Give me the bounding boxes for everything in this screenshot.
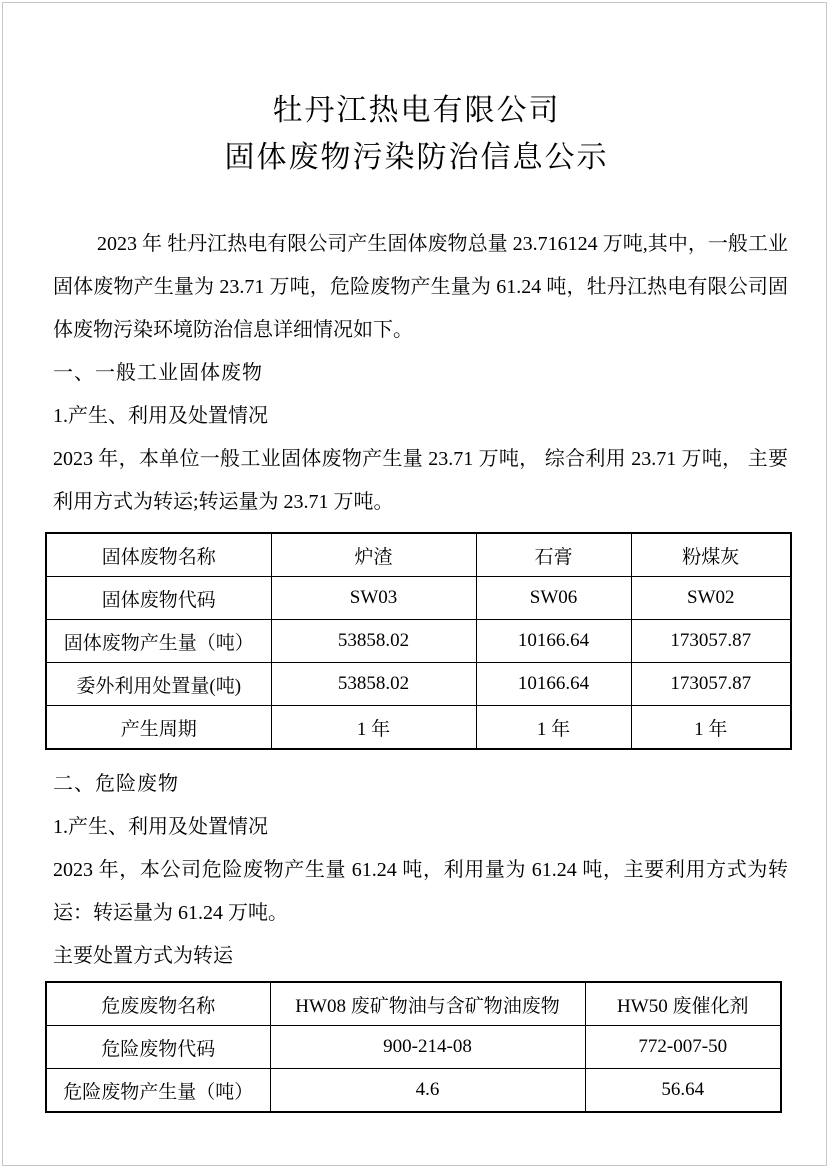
table-cell: 10166.64: [476, 620, 631, 663]
table-cell: 石膏: [476, 533, 631, 577]
title-line-1: 牡丹江热电有限公司: [272, 94, 561, 127]
section1-heading: 一、一般工业固体废物: [53, 362, 263, 384]
table-cell: 900-214-08: [270, 1026, 585, 1069]
table-cell: 固体废物产生量（吨）: [46, 620, 271, 663]
table-row: [46, 1026, 781, 1069]
section2-heading: 二、危险废物: [53, 773, 179, 795]
table-cell: 1 年: [476, 706, 631, 750]
table-row: [46, 982, 781, 1026]
table-cell: 53858.02: [271, 620, 476, 663]
table-cell: 53858.02: [271, 663, 476, 706]
section1-paragraph: 2023 年，本单位一般工业固体废物产生量 23.71 万吨， 综合利用 23.71 万吨， 主要利用方式为转运;转运量为 23.71 万吨。: [53, 448, 788, 513]
table-row: [46, 620, 791, 663]
table-cell: HW08 废矿物油与含矿物油废物: [270, 982, 585, 1026]
section2-paragraph: 2023 年，本公司危险废物产生量 61.24 吨，利用量为 61.24 吨，主要利用方式为转运：转运量为 61.24 万吨。: [53, 859, 788, 924]
document-content: [3, 87, 826, 1113]
table-cell: 1 年: [631, 706, 791, 750]
intro-paragraph: 2023 年 牡丹江热电有限公司产生固体废物总量 23.716124 万吨,其中，一般工业固体废物产生量为 23.71 万吨，危险废物产生量为 61.24 吨，牡丹江热电有限公司固体废物污染环境防治信息详细情况如下。: [53, 233, 788, 341]
section1-subheading: 1.产生、利用及处置情况: [53, 405, 268, 427]
table-cell: 委外利用处置量(吨): [46, 663, 271, 706]
table-row: [46, 1069, 781, 1113]
table-cell: 粉煤灰: [631, 533, 791, 577]
table-cell: 772-007-50: [585, 1026, 781, 1069]
table-cell: HW50 废催化剂: [585, 982, 781, 1026]
document-title: [45, 87, 788, 181]
table-cell: 危废废物名称: [46, 982, 270, 1026]
table-cell: 173057.87: [631, 663, 791, 706]
title-line-2: 固体废物污染防治信息公示: [224, 141, 609, 174]
table-cell: 炉渣: [271, 533, 476, 577]
table-cell: 4.6: [270, 1069, 585, 1113]
section2-subheading: 1.产生、利用及处置情况: [53, 816, 268, 838]
table-cell: SW02: [631, 577, 791, 620]
table-cell: 173057.87: [631, 620, 791, 663]
table-cell: 固体废物名称: [46, 533, 271, 577]
table-row: [46, 533, 791, 577]
general-solid-waste-table: [45, 532, 792, 750]
table-cell: 危险废物代码: [46, 1026, 270, 1069]
table-cell: 危险废物产生量（吨）: [46, 1069, 270, 1113]
table-cell: 10166.64: [476, 663, 631, 706]
document-page: [2, 2, 827, 1166]
table-row: [46, 663, 791, 706]
table-cell: SW03: [271, 577, 476, 620]
hazardous-waste-table: [45, 981, 782, 1113]
table-cell: 1 年: [271, 706, 476, 750]
table-cell: 56.64: [585, 1069, 781, 1113]
table-row: [46, 577, 791, 620]
table-cell: 产生周期: [46, 706, 271, 750]
table-cell: SW06: [476, 577, 631, 620]
table-row: [46, 706, 791, 750]
section2-note: 主要处置方式为转运: [53, 945, 233, 967]
table-cell: 固体废物代码: [46, 577, 271, 620]
